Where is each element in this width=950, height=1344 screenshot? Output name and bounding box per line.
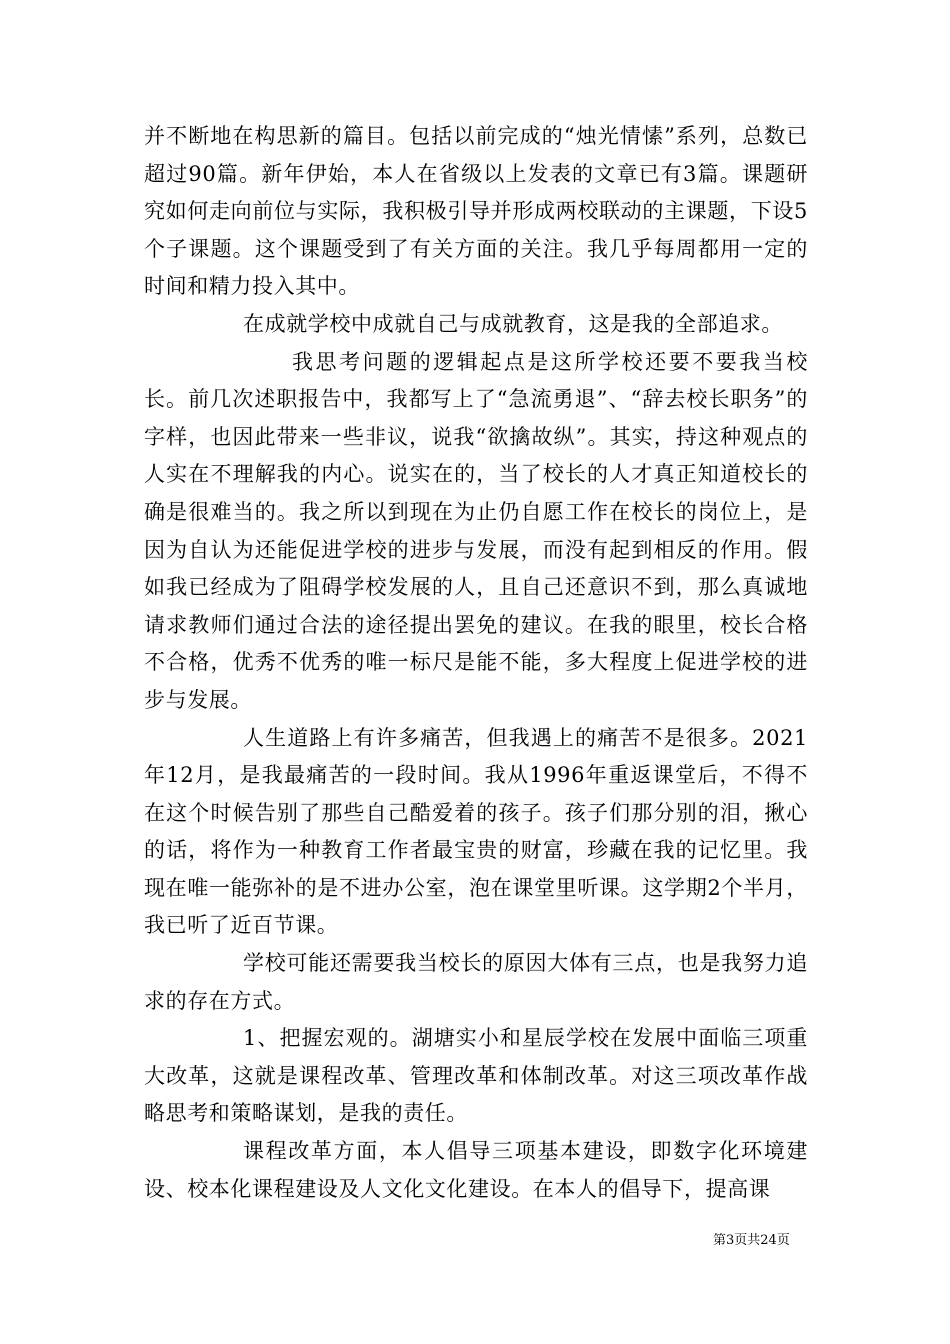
paragraph-3: 我思考问题的逻辑起点是这所学校还要不要我当校长。前几次述职报告中，我都写上了“急流勇退”、“辞去校长职务”的字样，也因此带来一些非议，说我“欲擒故纵”。其实，持这种观点的人实在不理解我的内心。说实在的，当了校长的人才真正知道校长的确是很难当的。我之所以到现在为止仍自愿工作在校长的岗位上，是因为自认为还能促进学校的进步与发展，而没有起到相反的作用。假如我已经成为了阻碍学校发展的人，且自己还意识不到，那么真诚地请求教师们通过合法的途径提出罢免的建议。在我的眼里，校长合格不合格，优秀不优秀的唯一标尺是能不能，多大程度上促进学校的进步与发展。 (144, 349, 808, 712)
paragraph-7: 课程改革方面，本人倡导三项基本建设，即数字化环境建设、校本化课程建设及人文化文化建设。在本人的倡导下，提高课 (144, 1139, 808, 1201)
document-body (144, 118, 808, 1208)
paragraph-1: 并不断地在构思新的篇目。包括以前完成的“烛光情愫”系列，总数已超过90篇。新年伊始，本人在省级以上发表的文章已有3篇。课题研究如何走向前位与实际，我积极引导并形成两校联动的主课题，下设5个子课题。这个课题受到了有关方面的关注。我几乎每周都用一定的时间和精力投入其中。 (144, 124, 808, 299)
page-number-footer: 第3页共24页 (713, 1233, 790, 1248)
paragraph-4: 人生道路上有许多痛苦，但我遇上的痛苦不是很多。2021年12月，是我最痛苦的一段时间。我从1996年重返课堂后，不得不在这个时候告别了那些自己酷爱着的孩子。孩子们那分别的泪，揪心的话，将作为一种教育工作者最宝贵的财富，珍藏在我的记忆里。我现在唯一能弥补的是不进办公室，泡在课堂里听课。这学期2个半月，我已听了近百节课。 (144, 725, 808, 938)
paragraph-5: 学校可能还需要我当校长的原因大体有三点，也是我努力追求的存在方式。 (144, 951, 808, 1013)
paragraph-6: 1、把握宏观的。湖塘实小和星辰学校在发展中面临三项重大改革，这就是课程改革、管理改革和体制改革。对这三项改革作战略思考和策略谋划，是我的责任。 (144, 1026, 808, 1126)
paragraph-2: 在成就学校中成就自己与成就教育，这是我的全部追求。 (243, 311, 783, 336)
